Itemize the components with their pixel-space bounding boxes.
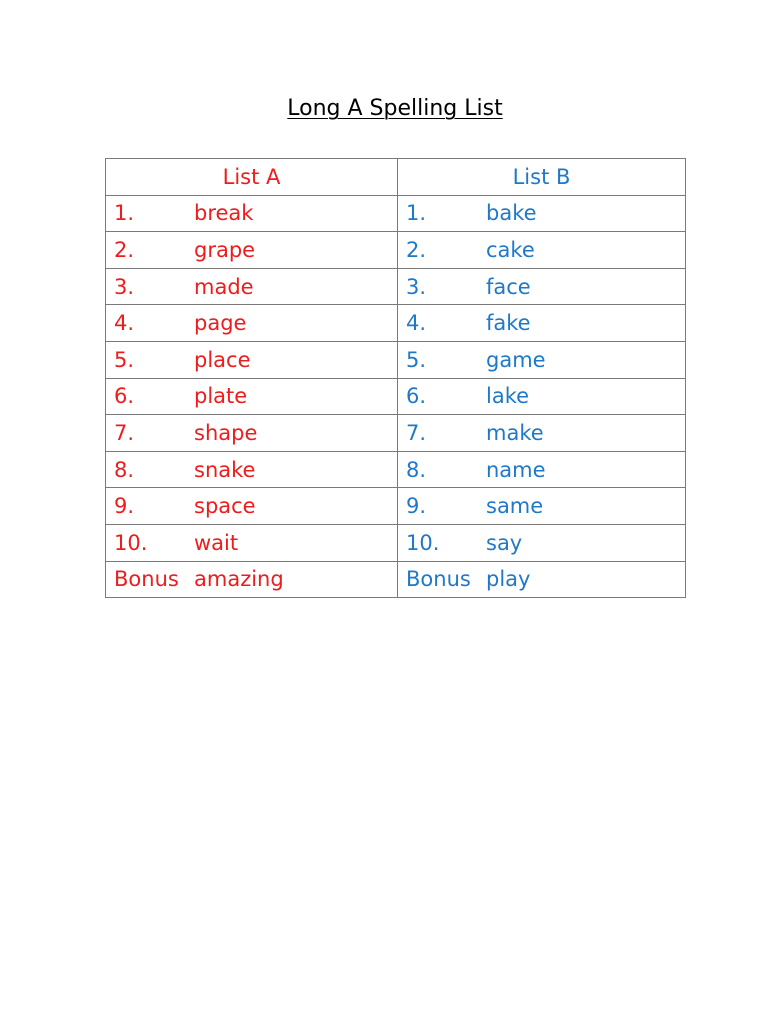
item-number: 10.: [114, 530, 148, 555]
list-a-cell: [106, 561, 398, 598]
list-b-cell: [398, 524, 686, 561]
table-header-row: [106, 159, 686, 196]
item-number: 2.: [114, 237, 135, 262]
list-a-cell: [106, 195, 398, 232]
item-number: 10.: [406, 530, 440, 555]
table-row: [106, 488, 686, 525]
item-number: 6.: [114, 384, 135, 409]
item-number: 9.: [406, 494, 427, 519]
list-b-cell: [398, 415, 686, 452]
item-number: Bonus: [114, 567, 179, 592]
table-row: [106, 451, 686, 488]
spelling-word: made: [194, 274, 254, 299]
spelling-word: make: [486, 420, 544, 445]
spelling-word: cake: [486, 237, 535, 262]
spelling-word: say: [486, 530, 523, 555]
list-b-cell: [398, 451, 686, 488]
list-a-cell: [106, 451, 398, 488]
spelling-table: [105, 158, 686, 598]
table-row: [106, 524, 686, 561]
item-number: Bonus: [406, 567, 471, 592]
list-a-header: List A: [106, 159, 398, 196]
list-b-cell: [398, 305, 686, 342]
item-number: 2.: [406, 237, 427, 262]
item-number: 4.: [114, 311, 135, 336]
list-a-cell: [106, 524, 398, 561]
list-b-cell: [398, 268, 686, 305]
table-row: [106, 415, 686, 452]
item-number: 5.: [406, 347, 427, 372]
table-row: [106, 341, 686, 378]
list-a-cell: [106, 232, 398, 269]
list-a-cell: [106, 488, 398, 525]
item-number: 7.: [114, 420, 135, 445]
list-b-cell: [398, 488, 686, 525]
spelling-word: break: [194, 201, 254, 226]
spelling-word: plate: [194, 384, 248, 409]
list-a-cell: [106, 378, 398, 415]
item-number: 3.: [114, 274, 135, 299]
item-number: 8.: [406, 457, 427, 482]
table-row: [106, 305, 686, 342]
spelling-word: wait: [194, 530, 239, 555]
list-a-cell: [106, 268, 398, 305]
item-number: 5.: [114, 347, 135, 372]
list-a-cell: [106, 415, 398, 452]
spelling-word: fake: [486, 311, 531, 336]
spelling-word: snake: [194, 457, 256, 482]
item-number: 7.: [406, 420, 427, 445]
item-number: 9.: [114, 494, 135, 519]
list-b-cell: [398, 195, 686, 232]
spelling-word: shape: [194, 420, 258, 445]
item-number: 1.: [406, 201, 427, 226]
list-b-cell: [398, 378, 686, 415]
table-row: [106, 561, 686, 598]
table-row: [106, 232, 686, 269]
spelling-word: bake: [486, 201, 537, 226]
spelling-word: lake: [486, 384, 530, 409]
item-number: 6.: [406, 384, 427, 409]
spelling-word: name: [486, 457, 546, 482]
spelling-word: place: [194, 347, 251, 372]
item-number: 8.: [114, 457, 135, 482]
list-b-cell: [398, 561, 686, 598]
list-b-cell: [398, 232, 686, 269]
list-b-cell: [398, 341, 686, 378]
page-title: Long A Spelling List: [287, 96, 503, 121]
list-a-cell: [106, 305, 398, 342]
list-b-header: List B: [398, 159, 686, 196]
spelling-word: amazing: [194, 567, 284, 592]
table-row: [106, 268, 686, 305]
item-number: 3.: [406, 274, 427, 299]
list-a-cell: [106, 341, 398, 378]
item-number: 1.: [114, 201, 135, 226]
spelling-word: page: [194, 311, 247, 336]
spelling-word: face: [486, 274, 531, 299]
spelling-word: grape: [194, 237, 256, 262]
spelling-word: game: [486, 347, 546, 372]
item-number: 4.: [406, 311, 427, 336]
spelling-word: same: [486, 494, 544, 519]
table-row: [106, 195, 686, 232]
spelling-word: play: [486, 567, 531, 592]
spelling-word: space: [194, 494, 256, 519]
table-row: [106, 378, 686, 415]
